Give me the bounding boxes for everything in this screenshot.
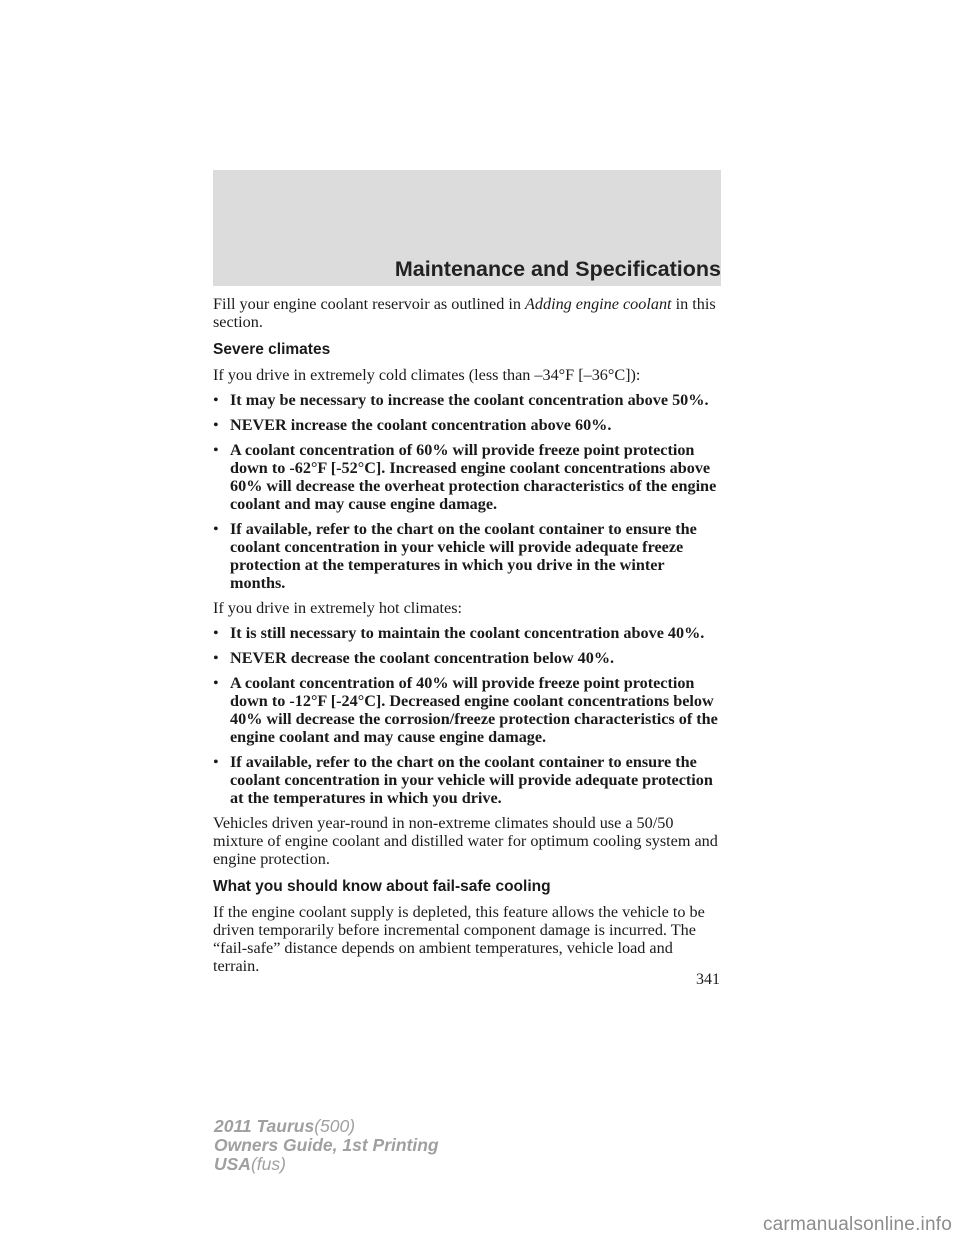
bullet: • <box>213 520 219 538</box>
list-item-text: It may be necessary to increase the coolant concentration above 50%. <box>230 391 709 409</box>
cross-reference: Adding engine coolant <box>525 295 672 313</box>
hot-climates-list <box>213 624 721 807</box>
section-header-band <box>213 170 721 286</box>
footer-guide-line <box>214 1136 439 1155</box>
list-item <box>213 416 721 434</box>
list-item-text: NEVER decrease the coolant concentration below 40%. <box>230 649 615 667</box>
cold-climates-list <box>213 391 721 592</box>
intro-paragraph <box>213 295 721 331</box>
list-item-text: A coolant concentration of 40% will provide freeze point protection down to -12°F [-24°C]. Decreased engine coolant concentrations below 40% will decrease the corrosion/freeze protection characteristics of the engine coolant and may cause engine damage. <box>230 674 718 746</box>
fail-safe-heading: What you should know about fail-safe cooling <box>213 878 551 895</box>
bullet: • <box>213 624 219 642</box>
page-content <box>213 295 721 982</box>
footer-model-line <box>214 1117 439 1136</box>
footer-region-code: (fus) <box>250 1154 286 1174</box>
footer-model-code: (500) <box>314 1116 356 1136</box>
print-footer <box>214 1117 439 1174</box>
bullet: • <box>213 753 219 771</box>
bullet: • <box>213 416 219 434</box>
list-item-text: If available, refer to the chart on the coolant container to ensure the coolant concentration in your vehicle will provide adequate freeze protection at the temperatures in which you drive in the winter months. <box>230 520 697 592</box>
footer-guide: Owners Guide, 1st Printing <box>214 1135 439 1155</box>
footer-model: 2011 Taurus <box>214 1116 315 1136</box>
section-title: Maintenance and Specifications <box>394 257 721 281</box>
list-item-text: A coolant concentration of 60% will provide freeze point protection down to -62°F [-52°C]. Increased engine coolant concentrations above 60% will decrease the overheat protection characteristics of the engine coolant and may cause engine damage. <box>230 441 717 513</box>
list-item <box>213 624 721 642</box>
bullet: • <box>213 649 219 667</box>
year-round-paragraph: Vehicles driven year-round in non-extreme climates should use a 50/50 mixture of engine coolant and distilled water for optimum cooling system and engine protection. <box>213 814 718 868</box>
severe-climates-heading: Severe climates <box>213 341 331 358</box>
bullet: • <box>213 674 219 692</box>
list-item-text: If available, refer to the chart on the coolant container to ensure the coolant concentration in your vehicle will provide adequate protection at the temperatures in which you drive. <box>230 753 713 807</box>
list-item <box>213 520 721 592</box>
list-item <box>213 391 721 409</box>
hot-climates-intro: If you drive in extremely hot climates: <box>213 599 463 617</box>
page-number: 341 <box>696 971 720 988</box>
bullet: • <box>213 391 219 409</box>
list-item-text: NEVER increase the coolant concentration above 60%. <box>230 416 612 434</box>
list-item-text: It is still necessary to maintain the coolant concentration above 40%. <box>230 624 705 642</box>
list-item <box>213 649 721 667</box>
list-item <box>213 674 721 746</box>
intro-suffix: in this section. <box>213 295 716 331</box>
intro-text: Fill your engine coolant reservoir as outlined in <box>213 295 525 313</box>
watermark: carmanualsonline.info <box>762 1214 952 1235</box>
fail-safe-paragraph: If the engine coolant supply is depleted, this feature allows the vehicle to be driven temporarily before incremental component damage is incurred. The “fail-safe” distance depends on ambient temperatures, vehicle load and terrain. <box>213 903 705 975</box>
cold-climates-intro: If you drive in extremely cold climates (less than –34°F [–36°C]): <box>213 366 641 384</box>
list-item <box>213 441 721 513</box>
footer-region-line <box>214 1155 439 1174</box>
list-item <box>213 753 721 807</box>
bullet: • <box>213 441 219 459</box>
footer-region: USA <box>214 1154 251 1174</box>
